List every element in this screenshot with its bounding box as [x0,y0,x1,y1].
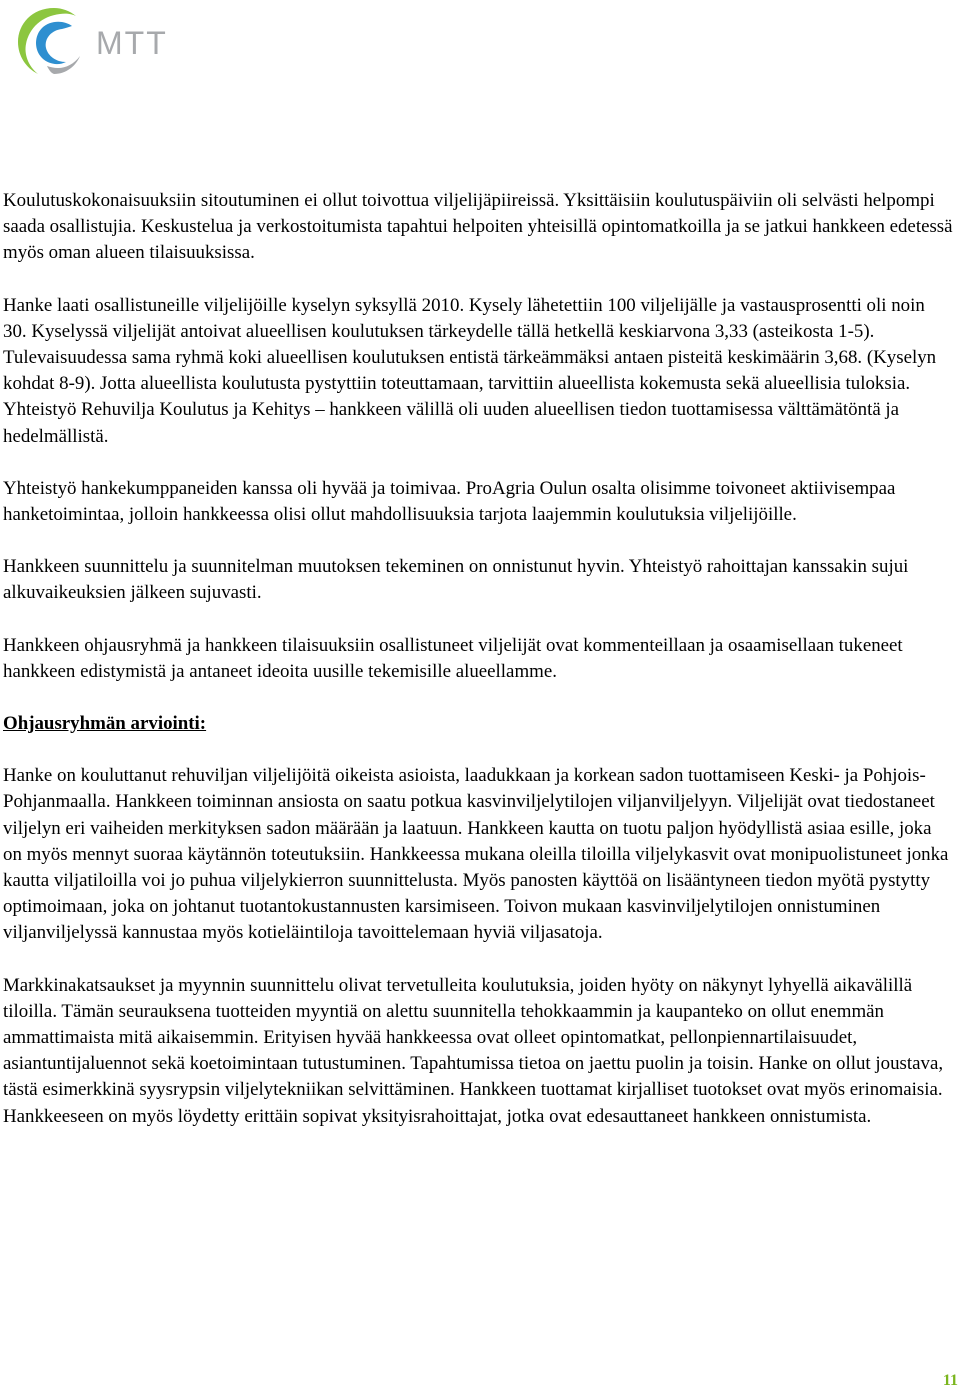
mtt-logo [14,4,194,78]
section-heading: Ohjausryhmän arviointi: [3,713,207,735]
paragraph-training-commitment: Koulutuskokonaisuuksiin sitoutuminen ei ollut toivottua viljelijäpiireissä. Yksittäisiin koulutuspäiviin oli selvästi helpompi saada osallistujia. Keskustelua ja verkostoitumista tapahtui helpoiten yhteisillä opintomatkoilla ja se jatkui hankkeen edetessä myös oman alueen tilaisuuksissa. [3,190,953,264]
paragraph-planning: Hankkeen suunnittelu ja suunnitelman muutoksen tekeminen on onnistunut hyvin. Yhteistyö rahoittajan kanssakin sujui alkuvaikeuksien jälkeen sujuvasti. [3,556,909,604]
mtt-swirl-logo-icon [14,4,194,78]
paragraph-survey: Hanke laati osallistuneille viljelijöille kyselyn syksyllä 2010. Kysely lähetettiin 100 viljelijälle ja vastausprosentti oli noin 30. Kyselyssä viljelijät antoivat alueellisen koulutuksen tärkeydelle tällä hetkellä keskiarvona 3,33 (asteikosta 1-5). Tulevaisuudessa sama ryhmä koki alueellisen koulutuksen entistä tärkeämmäksi antaen pisteitä keskimäärin 3,68. (Kyselyn kohdat 8-9). Jotta alueellista koulutusta pystyttiin toteuttamaan, tarvittiin alueellista kokemusta sekä alueellisia tuloksia. Yhteistyö Rehuvilja Koulutus ja Kehitys – hankkeen välillä oli uuden alueellisen tiedon tuottamisessa välttämätöntä ja hedelmällistä. [3,294,937,447]
logo-text: MTT [96,25,168,61]
paragraph-steering-group: Hankkeen ohjausryhmä ja hankkeen tilaisuuksiin osallistuneet viljelijät ovat kommenteillaan ja osaamisellaan tukeneet hankkeen edistymistä ja antaneet ideoita uusille tekemisille alueellamme. [3,634,903,682]
paragraph-partners: Yhteistyö hankekumppaneiden kanssa oli hyvää ja toimivaa. ProAgria Oulun osalta olisimme toivoneet aktiivisempaa hanketoimintaa, jolloin hankkeessa olisi ollut mahdollisuuksia tarjota laajemmin koulutuksia viljelijöille. [3,477,896,526]
paragraph-evaluation-1: Hanke on kouluttanut rehuviljan viljelijöitä oikeista asioista, laadukkaan ja korkean sadon tuottamiseen Keski- ja Pohjois-Pohjanmaalla. Hankkeen toiminnan ansiosta on saatu potkua kasvinviljelytilojen viljanviljelyyn. Viljelijät ovat tiedostaneet viljelyn eri vaiheiden merkityksen sadon määrään ja laatuun. Hankkeen kautta on tuotu paljon hyödyllistä asiaa esille, joka on myös mennyt suoraa käytännön toteutuksiin. Hankkeessa mukana oleilla tiloilla viljelykasvit ovat monipuolistuneet jonka kautta viljatiloilla voi jo puhua viljelykierron suunnittelusta. Myös panosten käyttöä on lisääntyneen tiedon myötä pystytty optimoimaan, joka on johtanut tuotantokustannusten karsimiseen. Toivon mukaan kasvinviljelytilojen onnistuminen viljanviljelyssä kannustaa myös kotieläintiloja tavoittelemaan hyviä viljasatoja. [3,765,949,944]
paragraph-evaluation-2: Markkinakatsaukset ja myynnin suunnittelu olivat tervetulleita koulutuksia, joiden hyöty on näkynyt lyhyellä aikavälillä tiloilla. Tämän seurauksena tuotteiden myyntiä on alettu suunnitella tehokkaammin ja kaupanteko on ollut enemmän ammattimaista mitä aikaisemmin. Erityisen hyvää hankkeessa ovat olleet opintomatkat, pellonpiennartilaisuudet, asiantuntijaluennot sekä koetoimintaan tutustuminen. Tapahtumissa tietoa on jaettu puolin ja toisin. Hanke on ollut joustava, tästä esimerkkinä syysrypsin viljelytekniikan selvittäminen. Hankkeen tuottamat kirjalliset tuotokset ovat myös erinomaisia. Hankkeeseen on myös löydetty erittäin sopivat yksityisrahoittajat, jotka ovat edesauttaneet hankkeen onnistumista. [3,974,944,1127]
page-number: 11 [942,1372,958,1389]
document-body [3,188,953,1156]
